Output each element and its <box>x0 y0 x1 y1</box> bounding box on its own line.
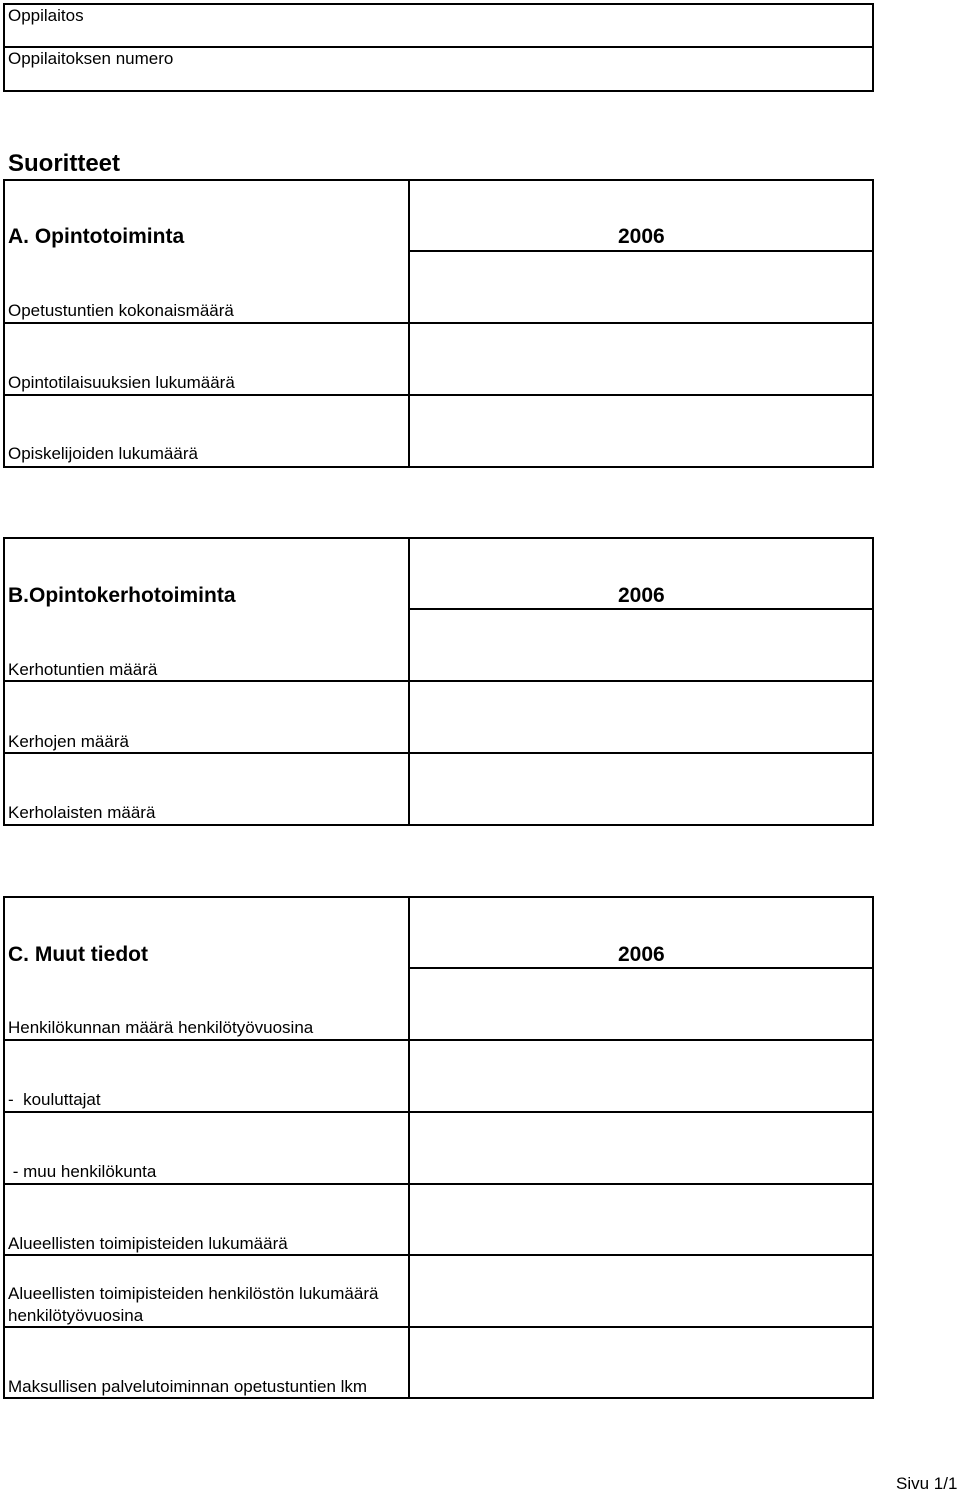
section-b-row-label: Kerhotuntien määrä <box>8 660 158 679</box>
section-c-row-label: - muu henkilökunta <box>8 1162 157 1181</box>
section-c-column-divider <box>408 896 410 1399</box>
section-b-row-divider <box>408 608 874 610</box>
section-a-row-label: Opintotilaisuuksien lukumäärä <box>8 373 235 392</box>
section-c-row-divider <box>3 1254 874 1256</box>
section-a-row-divider <box>3 322 874 324</box>
section-c-year: 2006 <box>618 943 665 966</box>
section-b-row-label: Kerholaisten määrä <box>8 803 156 822</box>
page-number: Sivu 1/1 <box>896 1474 958 1493</box>
section-c-row-label-continued: henkilötyövuosina <box>8 1306 144 1325</box>
section-a-row-label: Opetustuntien kokonaismäärä <box>8 301 234 320</box>
school-info-divider <box>3 46 874 48</box>
section-c-row-divider <box>3 1111 874 1113</box>
section-c-row-label: Henkilökunnan määrä henkilötyövuosina <box>8 1018 314 1037</box>
section-b-row-divider <box>3 680 874 682</box>
section-c-row-divider <box>408 967 874 969</box>
section-a-row-label: Opiskelijoiden lukumäärä <box>8 444 198 463</box>
section-c-row-divider <box>3 1183 874 1185</box>
school-label: Oppilaitos <box>8 6 84 25</box>
section-b-title: B.Opintokerhotoiminta <box>8 584 236 607</box>
section-a-row-divider <box>3 394 874 396</box>
section-c-row-divider <box>3 1039 874 1041</box>
section-b-row-label: Kerhojen määrä <box>8 732 129 751</box>
section-c-title: C. Muut tiedot <box>8 943 148 966</box>
section-a-row-divider <box>408 250 874 252</box>
section-a-year: 2006 <box>618 225 665 248</box>
section-c-row-label: - kouluttajat <box>8 1090 101 1109</box>
page-title: Suoritteet <box>8 150 121 177</box>
school-number-label: Oppilaitoksen numero <box>8 49 174 68</box>
section-c-row-divider <box>3 1326 874 1328</box>
section-c-row-label: Alueellisten toimipisteiden lukumäärä <box>8 1234 288 1253</box>
section-c-row-label: Alueellisten toimipisteiden henkilöstön lukumäärä <box>8 1284 379 1303</box>
section-a-title: A. Opintotoiminta <box>8 225 185 248</box>
section-b-row-divider <box>3 752 874 754</box>
section-b-year: 2006 <box>618 584 665 607</box>
section-c-row-label: Maksullisen palvelutoiminnan opetustuntien lkm <box>8 1377 368 1396</box>
